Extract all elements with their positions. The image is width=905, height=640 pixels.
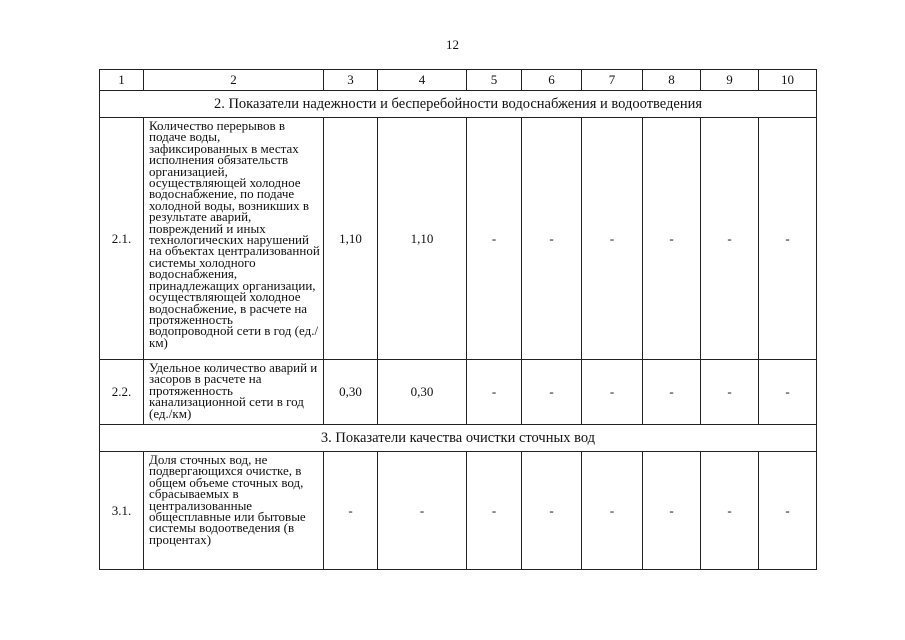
value-cell: - (522, 360, 582, 425)
row-description: Количество перерывов в подаче воды, зафиксированных в местах исполнения обязательств организацией, осуществляющей холодное водоснабжение, по подаче холодной воды, возникших в результате аварий, повреждений и иных технологических нарушений на объектах централизованной системы холодного водоснабжения, принадлежащих организации, осуществляющей холодное водоснабжение, в расчете на протяженность водопроводной сети в год (ед./км) (144, 118, 324, 360)
section-2-row (100, 91, 817, 118)
section-3-row (100, 425, 817, 452)
value-cell: - (582, 360, 643, 425)
header-cell: 4 (378, 70, 467, 91)
page-number: 12 (446, 37, 459, 52)
indicators-table (99, 69, 817, 570)
value-cell: - (467, 452, 522, 570)
value-cell: - (378, 452, 467, 570)
value-cell: - (701, 360, 759, 425)
table-row (100, 360, 817, 425)
value-cell: - (522, 452, 582, 570)
value-cell: - (582, 452, 643, 570)
header-cell: 1 (100, 70, 144, 91)
row-number: 2.1. (100, 118, 144, 360)
value-cell: 1,10 (324, 118, 378, 360)
row-description: Доля сточных вод, не подвергающихся очистке, в общем объеме сточных вод, сбрасываемых в централизованные общесплавные или бытовые системы водоотведения (в процентах) (144, 452, 324, 570)
header-cell: 9 (701, 70, 759, 91)
header-cell: 10 (759, 70, 817, 91)
value-cell: - (643, 360, 701, 425)
row-description: Удельное количество аварий и засоров в расчете на протяженность канализационной сети в год (ед./км) (144, 360, 324, 425)
value-cell: - (467, 118, 522, 360)
value-cell: - (759, 118, 817, 360)
header-cell: 8 (643, 70, 701, 91)
value-cell: - (467, 360, 522, 425)
value-cell: 1,10 (378, 118, 467, 360)
value-cell: - (643, 452, 701, 570)
table-row (100, 118, 817, 360)
section-2-title: 2. Показатели надежности и бесперебойности водоснабжения и водоотведения (100, 91, 817, 118)
header-cell: 3 (324, 70, 378, 91)
header-cell: 2 (144, 70, 324, 91)
value-cell: - (643, 118, 701, 360)
value-cell: - (324, 452, 378, 570)
value-cell: - (759, 360, 817, 425)
header-cell: 7 (582, 70, 643, 91)
value-cell: - (759, 452, 817, 570)
header-cell: 6 (522, 70, 582, 91)
header-row (100, 70, 817, 91)
value-cell: - (522, 118, 582, 360)
value-cell: - (701, 452, 759, 570)
row-number: 2.2. (100, 360, 144, 425)
value-cell: 0,30 (378, 360, 467, 425)
row-number: 3.1. (100, 452, 144, 570)
header-cell: 5 (467, 70, 522, 91)
table-row (100, 452, 817, 570)
value-cell: - (582, 118, 643, 360)
value-cell: - (701, 118, 759, 360)
value-cell: 0,30 (324, 360, 378, 425)
section-3-title: 3. Показатели качества очистки сточных вод (100, 425, 817, 452)
